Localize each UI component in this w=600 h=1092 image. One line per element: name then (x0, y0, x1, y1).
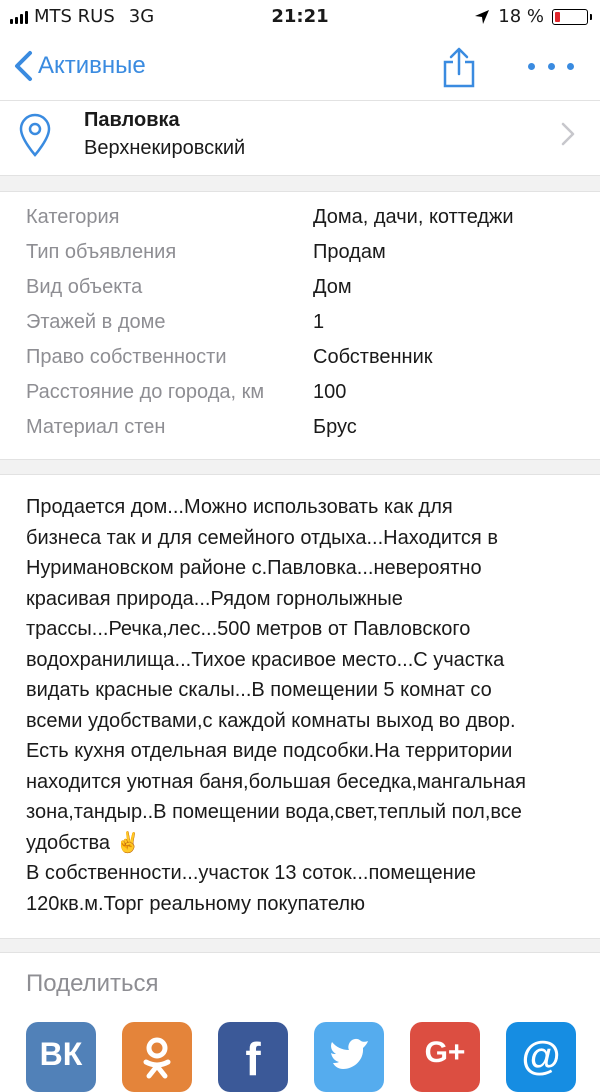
share-vk-button[interactable] (26, 1022, 96, 1092)
property-label: Этажей в доме (26, 311, 166, 333)
vk-icon: ВК (39, 1036, 83, 1072)
share-mail-ru-button[interactable] (506, 1022, 576, 1092)
location-district: Верхнекировский (84, 137, 246, 159)
dot-icon (548, 63, 555, 70)
share-odnoklassniki-button[interactable] (122, 1022, 192, 1092)
property-label: Материал стен (26, 416, 166, 438)
status-right (474, 6, 588, 27)
location-arrow-icon (474, 9, 490, 25)
battery-fill (555, 12, 560, 22)
status-bar (0, 0, 600, 34)
property-row-object-type (0, 270, 600, 305)
property-value: Дома, дачи, коттеджи (313, 206, 514, 228)
status-time: 21:21 (271, 6, 329, 27)
section-divider (0, 175, 600, 192)
chevron-left-icon (12, 50, 34, 82)
property-row-distance (0, 375, 600, 410)
back-button[interactable] (12, 50, 146, 82)
property-row-ownership (0, 340, 600, 375)
section-divider (0, 459, 600, 475)
property-row-floors (0, 305, 600, 340)
property-value: Собственник (313, 346, 433, 368)
share-google-plus-button[interactable] (410, 1022, 480, 1092)
share-twitter-button[interactable] (314, 1022, 384, 1092)
share-facebook-button[interactable] (218, 1022, 288, 1092)
mail-ru-icon: @ (521, 1034, 561, 1078)
property-list (0, 192, 600, 458)
share-icon (440, 46, 478, 90)
property-value: Брус (313, 416, 357, 438)
social-share-row (26, 1022, 576, 1092)
location-row[interactable] (0, 101, 600, 175)
navigation-bar (0, 34, 600, 101)
property-row-category (0, 200, 600, 235)
ad-description: Продается дом...Можно использовать как для бизнеса так и для семейного отдыха...Находится в Нуримановском районе с.Павловка...невероятно красивая природа...Рядом горнолыжные трассы...Речка,лес...500 метров от Павловского водохранилища...Тихое красивое место...С участка видать красные скалы...В помещении 5 комнат со всеми удобствами,с каждой комнаты выход во двор. Есть кухня отдельная виде подсобки.На территории находится уютная баня,большая беседка,мангальная зона,тандыр..В помещении вода,свет,теплый пол,все удобства ✌️ В собственности...участок 13 соток...помещение 120кв.м.Торг реальному покупателю (26, 496, 526, 915)
share-section-title: Поделиться (26, 970, 159, 997)
section-divider (0, 938, 600, 953)
property-row-wall-material (0, 410, 600, 445)
dot-icon (567, 63, 574, 70)
property-label: Тип объявления (26, 241, 177, 263)
battery-percent: 18 % (498, 6, 544, 27)
dot-icon (528, 63, 535, 70)
property-label: Право собственности (26, 346, 227, 368)
battery-icon (552, 9, 588, 25)
property-value: Дом (313, 276, 352, 298)
location-city: Павловка (84, 109, 180, 131)
odnoklassniki-icon (140, 1036, 174, 1080)
chevron-right-icon (560, 121, 576, 147)
more-options-button[interactable] (528, 54, 574, 78)
share-button[interactable] (440, 46, 478, 90)
property-value: 1 (313, 311, 325, 333)
property-value: 100 (313, 381, 347, 403)
property-label: Расстояние до города, км (26, 381, 265, 403)
network-type: 3G (128, 6, 155, 27)
carrier-name: MTS RUS (34, 6, 115, 27)
property-value: Продам (313, 241, 386, 263)
property-row-ad-type (0, 235, 600, 270)
google-plus-icon: G+ (424, 1036, 466, 1069)
twitter-icon (328, 1036, 370, 1072)
facebook-icon: f (245, 1033, 261, 1085)
property-label: Вид объекта (26, 276, 143, 298)
back-label: Активные (38, 52, 146, 79)
property-label: Категория (26, 206, 120, 228)
map-pin-icon (18, 113, 52, 157)
